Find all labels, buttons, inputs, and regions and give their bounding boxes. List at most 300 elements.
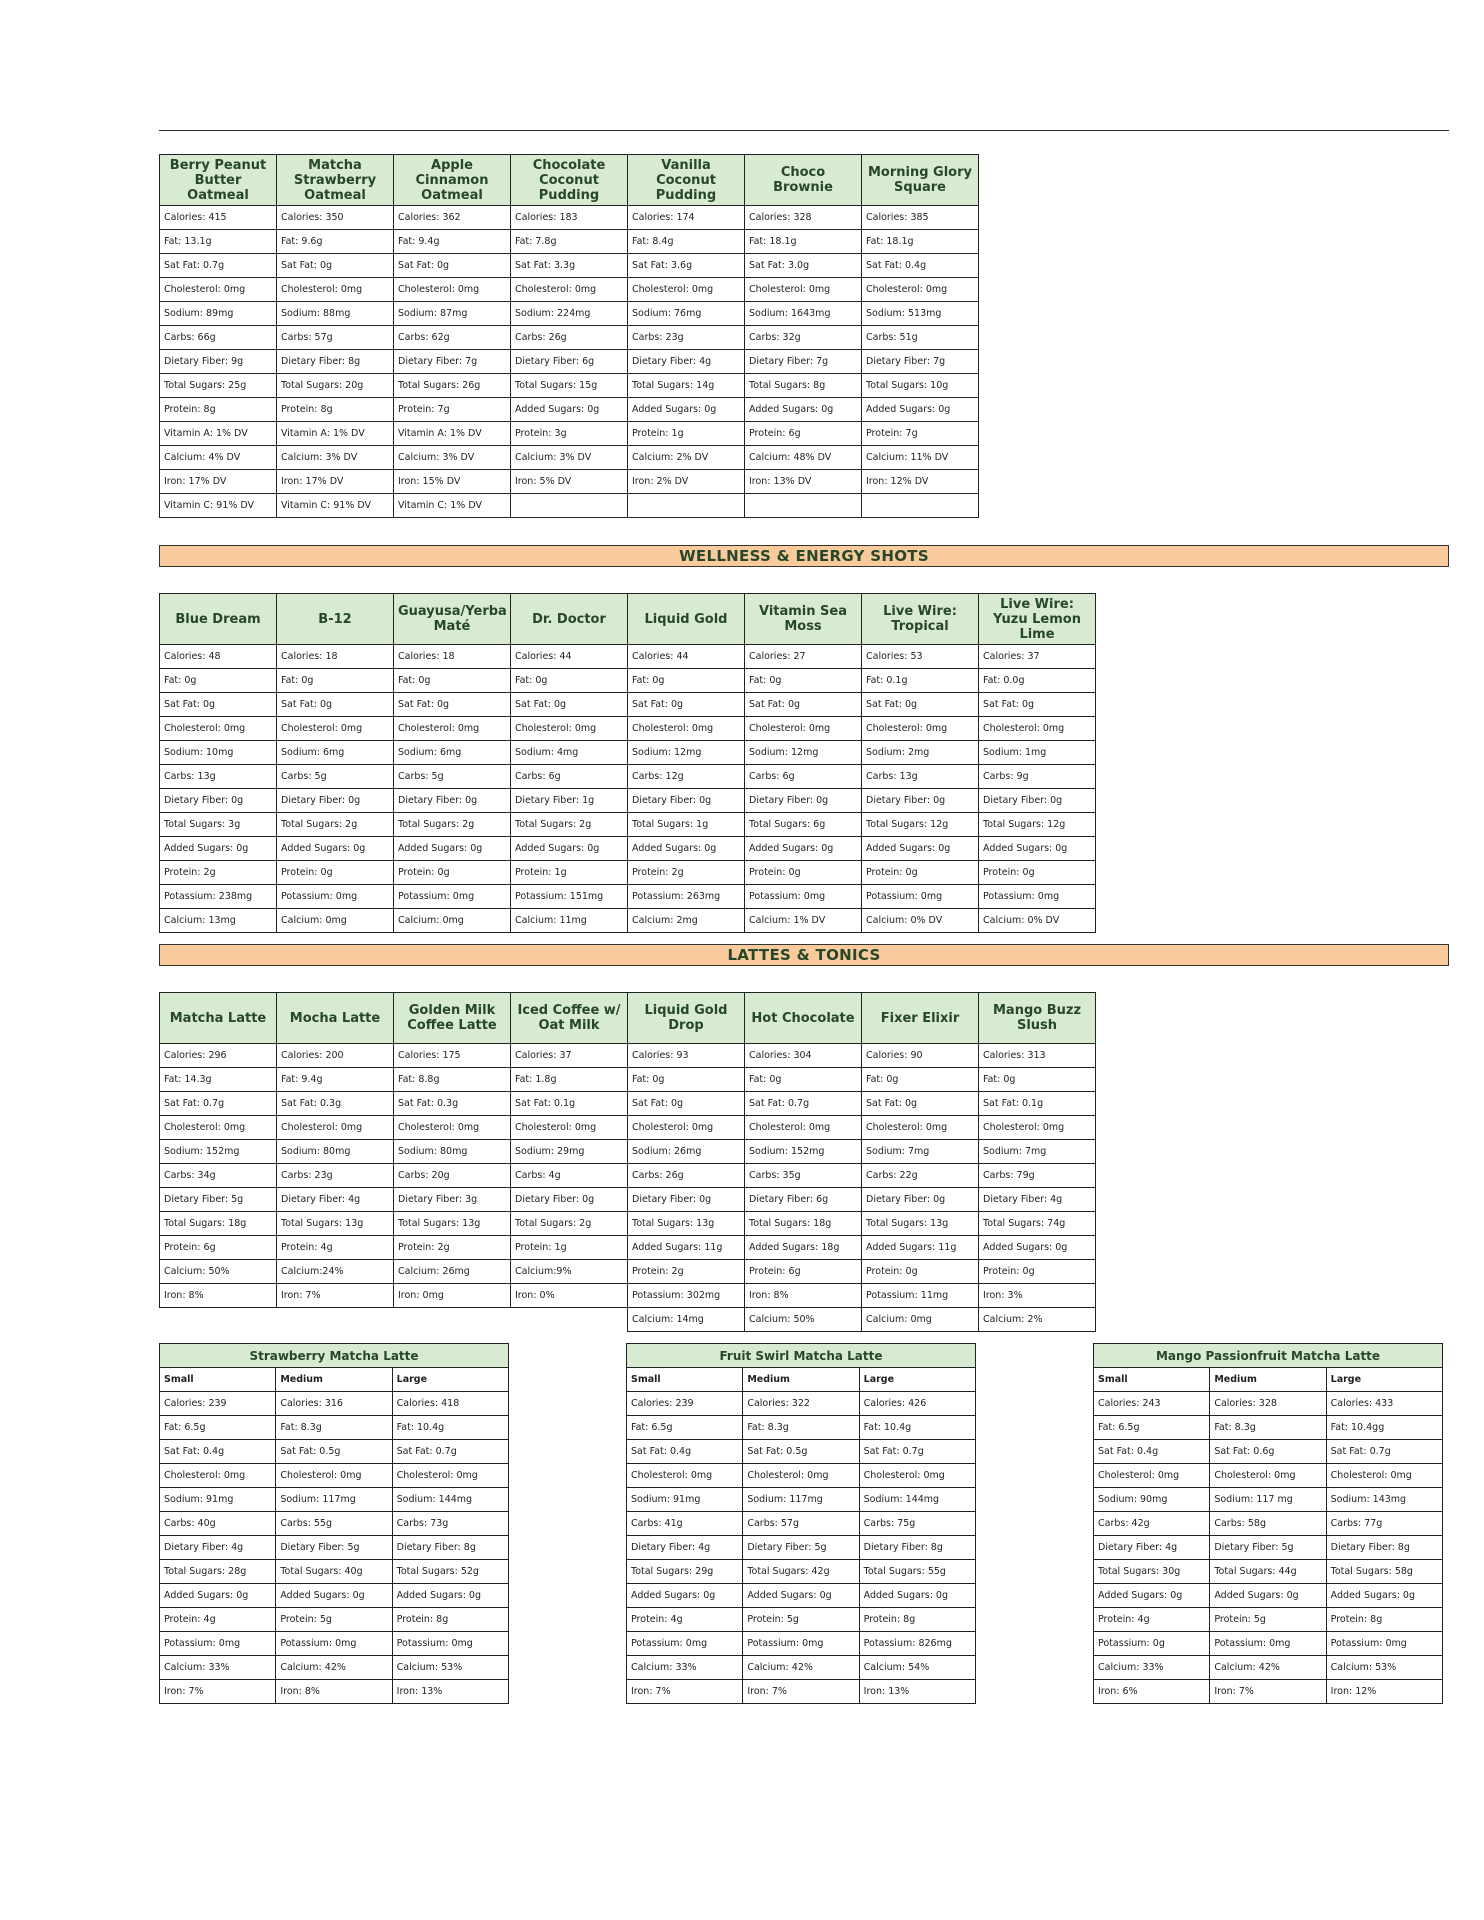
table-row — [160, 765, 1096, 789]
table-cell: Cholesterol: 0mg — [745, 278, 862, 302]
table-cell: Iron: 7% — [627, 1680, 743, 1704]
table-cell: Protein: 4g — [1094, 1608, 1210, 1632]
table-row — [1094, 1392, 1443, 1416]
column-header: Live Wire: Yuzu Lemon Lime — [979, 594, 1096, 645]
table-cell: Calcium: 2% DV — [628, 446, 745, 470]
table-cell: Protein: 6g — [745, 422, 862, 446]
table-cell: Calories: 37 — [511, 1044, 628, 1068]
drink-title: Mango Passionfruit Matcha Latte — [1094, 1344, 1443, 1368]
table-cell: Dietary Fiber: 0g — [394, 789, 511, 813]
table-row — [160, 1632, 509, 1656]
table-cell: Total Sugars: 18g — [160, 1212, 277, 1236]
table-cell: Carbs: 6g — [511, 765, 628, 789]
table-cell: Added Sugars: 0g — [862, 837, 979, 861]
table-cell: Iron: 8% — [160, 1284, 277, 1308]
table-cell: Sat Fat: 0.5g — [743, 1440, 859, 1464]
table-cell: Calcium: 11mg — [511, 909, 628, 933]
table-cell: Iron: 17% DV — [277, 470, 394, 494]
table-cell: Total Sugars: 25g — [160, 374, 277, 398]
table-cell: Dietary Fiber: 8g — [277, 350, 394, 374]
table-row — [627, 1440, 976, 1464]
table-row — [627, 1632, 976, 1656]
table-row — [160, 470, 979, 494]
table-cell: Calcium: 50% — [160, 1260, 277, 1284]
column-header: Vitamin Sea Moss — [745, 594, 862, 645]
table-cell: Fat: 10.4g — [392, 1416, 508, 1440]
table-row — [160, 1440, 509, 1464]
table-cell: Calories: 37 — [979, 645, 1096, 669]
table-cell: Calories: 328 — [1210, 1392, 1326, 1416]
table-cell: Calories: 415 — [160, 206, 277, 230]
column-header: Vanilla Coconut Pudding — [628, 155, 745, 206]
table-cell: Cholesterol: 0mg — [277, 1116, 394, 1140]
wellness-table — [159, 593, 1096, 933]
table-cell: Calories: 44 — [511, 645, 628, 669]
table-cell: Sat Fat: 3.0g — [745, 254, 862, 278]
table-row — [160, 1236, 1096, 1260]
table-cell: Iron: 0mg — [394, 1284, 511, 1308]
table-cell: Calcium: 11% DV — [862, 446, 979, 470]
column-header: Morning Glory Square — [862, 155, 979, 206]
table-cell: Cholesterol: 0mg — [511, 1116, 628, 1140]
table-cell: Added Sugars: 11g — [628, 1236, 745, 1260]
table-cell: Calcium: 53% — [1326, 1656, 1442, 1680]
table-cell: Cholesterol: 0mg — [859, 1464, 975, 1488]
table-row — [160, 422, 979, 446]
table-cell: Protein: 4g — [627, 1608, 743, 1632]
table-cell: Protein: 3g — [511, 422, 628, 446]
size-row — [1094, 1368, 1443, 1392]
table-cell: Potassium: 0mg — [745, 885, 862, 909]
size-label: Small — [1094, 1368, 1210, 1392]
table-cell: Calcium: 2% — [979, 1308, 1096, 1332]
table-row — [1094, 1632, 1443, 1656]
table-row — [627, 1512, 976, 1536]
table-cell: Calories: 174 — [628, 206, 745, 230]
table-cell: Total Sugars: 2g — [277, 813, 394, 837]
table-cell: Added Sugars: 18g — [745, 1236, 862, 1260]
table-row — [1094, 1464, 1443, 1488]
table-cell: Calcium:24% — [277, 1260, 394, 1284]
table-cell: Calcium: 4% DV — [160, 446, 277, 470]
table-row — [160, 494, 979, 518]
snacks-table — [159, 154, 979, 518]
table-cell: Carbs: 55g — [276, 1512, 392, 1536]
table-cell: Total Sugars: 14g — [628, 374, 745, 398]
table-cell: Carbs: 57g — [743, 1512, 859, 1536]
table-cell: Potassium: 0mg — [394, 885, 511, 909]
table-cell: Dietary Fiber: 5g — [160, 1188, 277, 1212]
table-cell: Total Sugars: 55g — [859, 1560, 975, 1584]
table-cell: Cholesterol: 0mg — [394, 717, 511, 741]
table-cell: Total Sugars: 15g — [511, 374, 628, 398]
column-header: Hot Chocolate — [745, 993, 862, 1044]
column-header: Mango Buzz Slush — [979, 993, 1096, 1044]
table-row — [160, 1092, 1096, 1116]
table-cell: Fat: 8.8g — [394, 1068, 511, 1092]
table-cell: Carbs: 41g — [627, 1512, 743, 1536]
table-cell: Total Sugars: 58g — [1326, 1560, 1442, 1584]
table-cell: Sodium: 80mg — [394, 1140, 511, 1164]
table-cell: Calcium: 14mg — [628, 1308, 745, 1332]
table-cell: Fat: 8.4g — [628, 230, 745, 254]
table-row — [160, 1140, 1096, 1164]
table-row — [627, 1392, 976, 1416]
table-cell: Sodium: 80mg — [277, 1140, 394, 1164]
table-cell: Calories: 350 — [277, 206, 394, 230]
table-cell: Sodium: 91mg — [627, 1488, 743, 1512]
table-row — [160, 1416, 509, 1440]
table-cell — [862, 494, 979, 518]
table-cell: Vitamin C: 1% DV — [394, 494, 511, 518]
table-cell: Calcium: 42% — [743, 1656, 859, 1680]
table-cell: Iron: 5% DV — [511, 470, 628, 494]
table-cell: Carbs: 57g — [277, 326, 394, 350]
lattes-table — [159, 992, 1096, 1332]
table-cell: Calories: 322 — [743, 1392, 859, 1416]
table-cell: Fat: 6.5g — [627, 1416, 743, 1440]
table-cell: Iron: 15% DV — [394, 470, 511, 494]
table-cell: Fat: 6.5g — [160, 1416, 276, 1440]
table-row — [1094, 1512, 1443, 1536]
table-cell: Calories: 385 — [862, 206, 979, 230]
table-cell: Calories: 27 — [745, 645, 862, 669]
table-cell: Calcium: 54% — [859, 1656, 975, 1680]
table-cell: Protein: 0g — [862, 1260, 979, 1284]
table-cell: Sat Fat: 0.3g — [394, 1092, 511, 1116]
table-cell: Sat Fat: 0g — [511, 693, 628, 717]
table-cell: Calcium: 0% DV — [979, 909, 1096, 933]
table-cell: Sodium: 91mg — [160, 1488, 276, 1512]
table-cell: Carbs: 13g — [862, 765, 979, 789]
table-cell: Calcium: 33% — [160, 1656, 276, 1680]
table-cell: Cholesterol: 0mg — [276, 1464, 392, 1488]
table-cell: Carbs: 4g — [511, 1164, 628, 1188]
table-cell: Vitamin C: 91% DV — [160, 494, 277, 518]
table-cell: Sat Fat: 0.7g — [1326, 1440, 1442, 1464]
table-cell: Total Sugars: 2g — [511, 813, 628, 837]
header-row — [160, 594, 1096, 645]
table-cell: Sat Fat: 0g — [628, 693, 745, 717]
column-header: Guayusa/Yerba Maté — [394, 594, 511, 645]
table-cell: Dietary Fiber: 0g — [160, 789, 277, 813]
table-cell: Cholesterol: 0mg — [511, 717, 628, 741]
table-cell: Dietary Fiber: 4g — [277, 1188, 394, 1212]
table-cell: Protein: 6g — [160, 1236, 277, 1260]
table-row — [160, 717, 1096, 741]
table-row — [160, 813, 1096, 837]
table-cell — [277, 1308, 394, 1332]
table-cell: Iron: 13% DV — [745, 470, 862, 494]
table-row — [160, 1044, 1096, 1068]
table-cell — [160, 1308, 277, 1332]
table-cell: Protein: 5g — [743, 1608, 859, 1632]
table-cell: Fat: 8.3g — [743, 1416, 859, 1440]
table-row — [1094, 1656, 1443, 1680]
table-row — [160, 326, 979, 350]
table-cell: Cholesterol: 0mg — [394, 1116, 511, 1140]
table-cell: Fat: 6.5g — [1094, 1416, 1210, 1440]
table-cell: Calcium: 3% DV — [277, 446, 394, 470]
table-cell: Sodium: 87mg — [394, 302, 511, 326]
table-cell: Dietary Fiber: 4g — [628, 350, 745, 374]
table-cell: Fat: 9.4g — [277, 1068, 394, 1092]
table-cell: Fat: 0g — [745, 669, 862, 693]
table-row — [160, 861, 1096, 885]
table-cell — [394, 1308, 511, 1332]
table-cell: Fat: 9.6g — [277, 230, 394, 254]
table-cell: Total Sugars: 10g — [862, 374, 979, 398]
size-label: Medium — [743, 1368, 859, 1392]
table-cell: Calories: 90 — [862, 1044, 979, 1068]
table-cell: Cholesterol: 0mg — [160, 1464, 276, 1488]
table-cell: Potassium: 238mg — [160, 885, 277, 909]
table-cell: Total Sugars: 20g — [277, 374, 394, 398]
table-cell: Sat Fat: 0g — [628, 1092, 745, 1116]
table-cell: Calories: 433 — [1326, 1392, 1442, 1416]
table-cell: Added Sugars: 0g — [745, 398, 862, 422]
table-row — [1094, 1488, 1443, 1512]
table-cell: Dietary Fiber: 4g — [1094, 1536, 1210, 1560]
table-cell: Sodium: 117mg — [276, 1488, 392, 1512]
table-cell: Cholesterol: 0mg — [979, 1116, 1096, 1140]
table-cell: Potassium: 11mg — [862, 1284, 979, 1308]
column-header: Apple Cinnamon Oatmeal — [394, 155, 511, 206]
table-cell: Dietary Fiber: 4g — [627, 1536, 743, 1560]
table-cell: Sat Fat: 0.4g — [627, 1440, 743, 1464]
table-row — [627, 1656, 976, 1680]
table-cell: Calories: 175 — [394, 1044, 511, 1068]
table-row — [1094, 1560, 1443, 1584]
table-cell: Dietary Fiber: 7g — [394, 350, 511, 374]
table-cell: Total Sugars: 2g — [511, 1212, 628, 1236]
table-row — [1094, 1584, 1443, 1608]
table-cell: Sodium: 76mg — [628, 302, 745, 326]
column-header: Blue Dream — [160, 594, 277, 645]
table-cell: Added Sugars: 0g — [511, 398, 628, 422]
table-row — [1094, 1416, 1443, 1440]
table-row — [160, 1536, 509, 1560]
header-row — [160, 155, 979, 206]
table-cell: Sodium: 6mg — [277, 741, 394, 765]
table-cell: Cholesterol: 0mg — [277, 278, 394, 302]
table-cell: Total Sugars: 13g — [394, 1212, 511, 1236]
table-cell: Total Sugars: 28g — [160, 1560, 276, 1584]
table-cell: Added Sugars: 0g — [277, 837, 394, 861]
table-cell: Calories: 53 — [862, 645, 979, 669]
table-cell: Sodium: 224mg — [511, 302, 628, 326]
table-cell: Added Sugars: 0g — [1210, 1584, 1326, 1608]
table-cell: Fat: 0.0g — [979, 669, 1096, 693]
table-cell: Cholesterol: 0mg — [1094, 1464, 1210, 1488]
table-cell: Protein: 0g — [979, 861, 1096, 885]
table-cell: Total Sugars: 74g — [979, 1212, 1096, 1236]
table-cell: Sodium: 7mg — [862, 1140, 979, 1164]
table-cell: Added Sugars: 0g — [979, 1236, 1096, 1260]
table-cell: Cholesterol: 0mg — [1326, 1464, 1442, 1488]
table-cell: Protein: 0g — [277, 861, 394, 885]
table-row — [160, 1560, 509, 1584]
table-row — [160, 693, 1096, 717]
table-cell: Total Sugars: 30g — [1094, 1560, 1210, 1584]
table-cell: Cholesterol: 0mg — [160, 1116, 277, 1140]
table-cell: Dietary Fiber: 0g — [745, 789, 862, 813]
table-row — [160, 350, 979, 374]
table-row — [627, 1536, 976, 1560]
table-cell: Cholesterol: 0mg — [394, 278, 511, 302]
table-row — [160, 1164, 1096, 1188]
drink-title: Strawberry Matcha Latte — [160, 1344, 509, 1368]
table-cell: Sat Fat: 0g — [277, 254, 394, 278]
table-cell: Calcium: 26mg — [394, 1260, 511, 1284]
table-cell: Added Sugars: 0g — [859, 1584, 975, 1608]
table-cell: Dietary Fiber: 0g — [979, 789, 1096, 813]
table-cell: Calories: 200 — [277, 1044, 394, 1068]
table-cell: Cholesterol: 0mg — [745, 717, 862, 741]
column-header: Mocha Latte — [277, 993, 394, 1044]
table-cell: Calcium: 53% — [392, 1656, 508, 1680]
table-cell: Cholesterol: 0mg — [277, 717, 394, 741]
table-cell: Carbs: 9g — [979, 765, 1096, 789]
table-cell: Fat: 8.3g — [1210, 1416, 1326, 1440]
table-cell: Carbs: 22g — [862, 1164, 979, 1188]
column-header: Iced Coffee w/ Oat Milk — [511, 993, 628, 1044]
table-cell — [745, 494, 862, 518]
table-cell: Iron: 12% DV — [862, 470, 979, 494]
table-cell: Added Sugars: 0g — [1094, 1584, 1210, 1608]
table-row — [1094, 1536, 1443, 1560]
table-cell: Calcium: 33% — [1094, 1656, 1210, 1680]
table-cell: Dietary Fiber: 7g — [745, 350, 862, 374]
table-cell: Sodium: 117mg — [743, 1488, 859, 1512]
table-row — [160, 1116, 1096, 1140]
table-cell: Fat: 0.1g — [862, 669, 979, 693]
table-cell: Sat Fat: 0.3g — [277, 1092, 394, 1116]
table-cell: Added Sugars: 11g — [862, 1236, 979, 1260]
table-cell: Carbs: 73g — [392, 1512, 508, 1536]
table-cell: Sat Fat: 0g — [862, 693, 979, 717]
table-row — [160, 885, 1096, 909]
table-cell: Carbs: 66g — [160, 326, 277, 350]
table-cell: Sat Fat: 0.1g — [979, 1092, 1096, 1116]
table-cell: Vitamin A: 1% DV — [394, 422, 511, 446]
table-row — [160, 837, 1096, 861]
table-cell: Cholesterol: 0mg — [160, 278, 277, 302]
table-cell: Fat: 0g — [628, 1068, 745, 1092]
table-cell: Protein: 7g — [394, 398, 511, 422]
table-cell: Calcium: 33% — [627, 1656, 743, 1680]
table-cell: Iron: 13% — [392, 1680, 508, 1704]
table-cell: Carbs: 34g — [160, 1164, 277, 1188]
table-cell: Carbs: 5g — [394, 765, 511, 789]
table-cell: Dietary Fiber: 0g — [277, 789, 394, 813]
table-cell: Sat Fat: 0.7g — [745, 1092, 862, 1116]
table-cell: Total Sugars: 12g — [862, 813, 979, 837]
table-cell: Sat Fat: 0.4g — [862, 254, 979, 278]
table-cell: Cholesterol: 0mg — [862, 717, 979, 741]
table-cell: Protein: 8g — [392, 1608, 508, 1632]
header-row — [160, 993, 1096, 1044]
table-cell: Potassium: 0mg — [160, 1632, 276, 1656]
table-cell: Carbs: 6g — [745, 765, 862, 789]
table-row — [160, 230, 979, 254]
table-cell: Protein: 5g — [1210, 1608, 1326, 1632]
table-cell: Calories: 48 — [160, 645, 277, 669]
table-cell: Fat: 18.1g — [745, 230, 862, 254]
size-row — [160, 1368, 509, 1392]
table-cell: Dietary Fiber: 8g — [1326, 1536, 1442, 1560]
table-cell: Added Sugars: 0g — [745, 837, 862, 861]
table-cell: Protein: 4g — [277, 1236, 394, 1260]
table-cell: Calories: 18 — [394, 645, 511, 669]
table-cell: Sat Fat: 0.4g — [1094, 1440, 1210, 1464]
table-cell: Dietary Fiber: 8g — [392, 1536, 508, 1560]
table-cell: Total Sugars: 40g — [276, 1560, 392, 1584]
table-cell: Protein: 0g — [745, 861, 862, 885]
table-cell: Calories: 328 — [745, 206, 862, 230]
table-row — [160, 1584, 509, 1608]
table-cell: Carbs: 75g — [859, 1512, 975, 1536]
table-cell: Calcium: 0mg — [394, 909, 511, 933]
table-cell: Iron: 8% — [745, 1284, 862, 1308]
table-cell: Calories: 93 — [628, 1044, 745, 1068]
table-cell: Sat Fat: 0.4g — [160, 1440, 276, 1464]
title-row — [1094, 1344, 1443, 1368]
table-cell: Calories: 239 — [160, 1392, 276, 1416]
table-cell: Sat Fat: 0.7g — [160, 1092, 277, 1116]
table-cell: Iron: 7% — [743, 1680, 859, 1704]
table-cell: Potassium: 0g — [1094, 1632, 1210, 1656]
table-cell: Fat: 9.4g — [394, 230, 511, 254]
table-cell: Fat: 10.4gg — [1326, 1416, 1442, 1440]
table-cell: Total Sugars: 44g — [1210, 1560, 1326, 1584]
table-cell: Total Sugars: 8g — [745, 374, 862, 398]
table-cell: Dietary Fiber: 6g — [745, 1188, 862, 1212]
table-cell: Protein: 1g — [511, 861, 628, 885]
table-cell: Protein: 4g — [160, 1608, 276, 1632]
title-row — [627, 1344, 976, 1368]
table-cell: Sat Fat: 3.6g — [628, 254, 745, 278]
table-cell: Sat Fat: 0.7g — [392, 1440, 508, 1464]
table-row — [1094, 1440, 1443, 1464]
table-cell: Sodium: 89mg — [160, 302, 277, 326]
table-cell: Fat: 7.8g — [511, 230, 628, 254]
table-cell: Calories: 426 — [859, 1392, 975, 1416]
table-row — [160, 1464, 509, 1488]
table-cell: Cholesterol: 0mg — [745, 1116, 862, 1140]
table-cell: Carbs: 23g — [277, 1164, 394, 1188]
table-cell: Added Sugars: 0g — [160, 1584, 276, 1608]
table-cell: Calories: 18 — [277, 645, 394, 669]
table-cell: Cholesterol: 0mg — [1210, 1464, 1326, 1488]
table-cell: Total Sugars: 6g — [745, 813, 862, 837]
table-row — [160, 1212, 1096, 1236]
table-cell: Cholesterol: 0mg — [627, 1464, 743, 1488]
table-cell: Total Sugars: 2g — [394, 813, 511, 837]
table-row — [160, 278, 979, 302]
table-cell: Added Sugars: 0g — [979, 837, 1096, 861]
table-cell: Potassium: 0mg — [277, 885, 394, 909]
table-cell: Calcium: 1% DV — [745, 909, 862, 933]
table-cell: Total Sugars: 52g — [392, 1560, 508, 1584]
table-row — [160, 1488, 509, 1512]
table-cell: Dietary Fiber: 3g — [394, 1188, 511, 1212]
table-cell: Carbs: 26g — [628, 1164, 745, 1188]
size-label: Large — [1326, 1368, 1442, 1392]
table-cell: Dietary Fiber: 0g — [862, 1188, 979, 1212]
table-cell: Sodium: 26mg — [628, 1140, 745, 1164]
table-cell: Dietary Fiber: 5g — [1210, 1536, 1326, 1560]
